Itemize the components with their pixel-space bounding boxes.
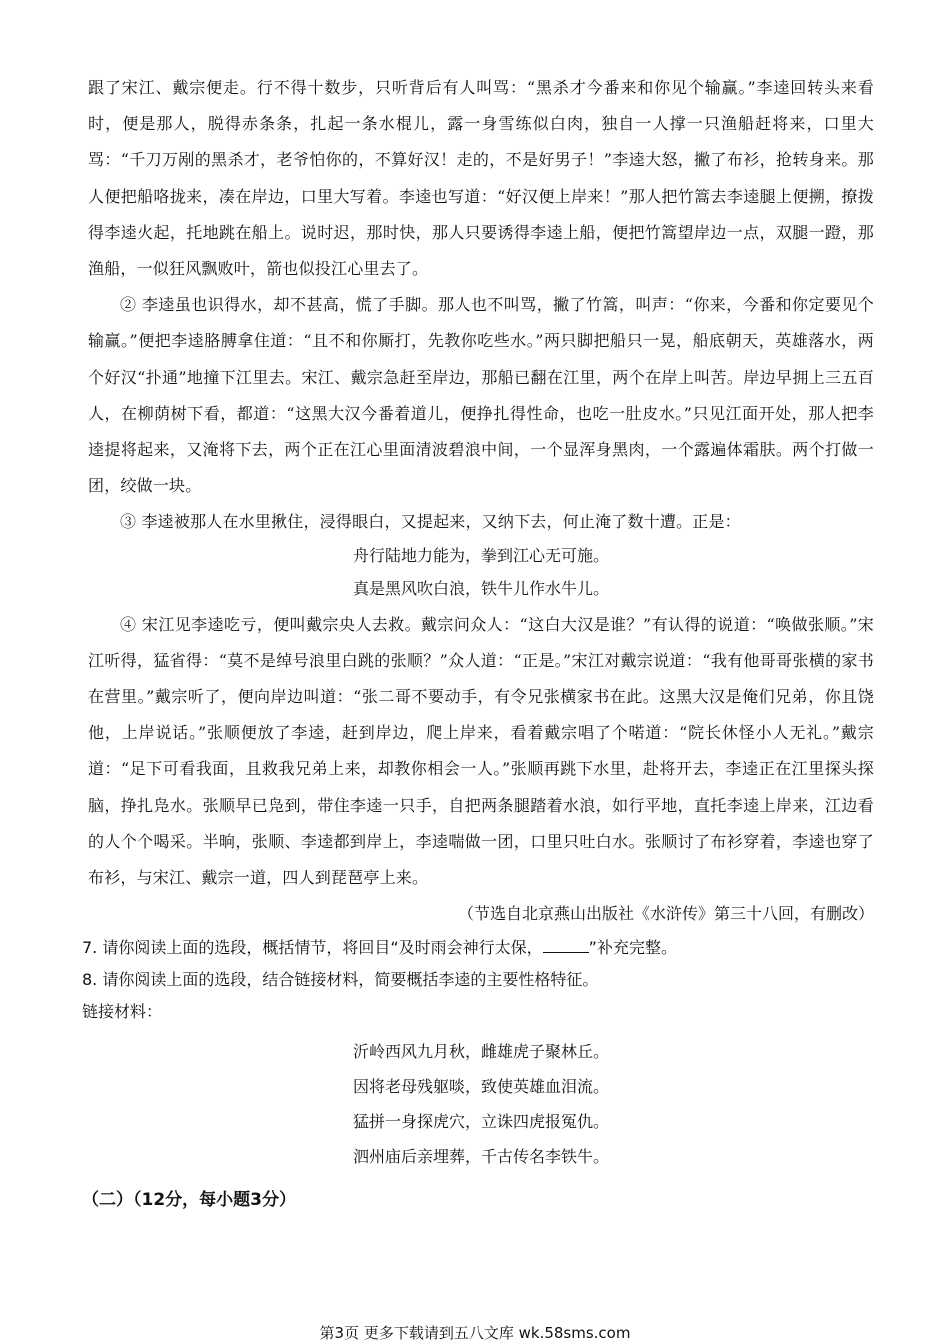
- section-title: （二）（12分，每小题3分）: [82, 1190, 296, 1211]
- link-poem-line-1: 沂岭西风九月秋，雌雄虎子聚林丘。: [352, 1042, 609, 1062]
- paragraph-2: ② 李逵虽也识得水，却不甚高，慌了手脚。那人也不叫骂，撇了竹篙，叫声：“你来，今番和你定要见个输赢。”便把李逵胳膊拿住道：“且不和你厮打，先教你吃些水。”两只脚把船只一晃，船底朝天，英雄落水，两个好汉“扑通”地撞下江里去。宋江、戴宗急赶至岸边，那船已翻在江里，两个在岸上叫苦。岸边早拥上三五百人，在柳荫树下看，都道：“这黑大汉今番着道儿，便挣扎得性命，也吃一肚皮水。”只见江面开处，那人把李逵提将起来，又淹将下去，两个正在江心里面清波碧浪中间，一个显浑身黑肉，一个露遍体霜肤。两个打做一团，绞做一块。: [88, 295, 874, 496]
- link-poem: [88, 1034, 874, 1174]
- link-poem-line-3: 猛拼一身探虎穴，立诛四虎报冤仇。: [352, 1112, 609, 1132]
- question-7: [82, 932, 874, 964]
- paragraph-3: ③ 李逵被那人在水里揪住，浸得眼白，又提起来，又纳下去，何止淹了数十遭。正是：: [120, 512, 741, 532]
- poem-line-1: 舟行陆地力能为，拳到江心无可施。: [352, 545, 609, 565]
- question-8: 8. 请你阅读上面的选段，结合链接材料，简要概括李逵的主要性格特征。: [82, 970, 599, 990]
- answer-blank: [543, 938, 589, 953]
- link-poem-line-2: 因将老母残躯啖，致使英雄血泪流。: [352, 1077, 609, 1097]
- source-citation: （节选自北京燕山出版社《水浒传》第三十八回，有删改）: [457, 904, 874, 924]
- document-page: [82, 70, 874, 1218]
- poem-line-2: 真是黑风吹白浪，铁牛儿作水牛儿。: [352, 578, 609, 598]
- link-material-label: 链接材料：: [82, 1002, 163, 1022]
- question-7-text: 7. 请你阅读上面的选段，概括情节，将回目“及时雨会神行太保，: [82, 938, 543, 958]
- paragraph-1: 跟了宋江、戴宗便走。行不得十数步，只听背后有人叫骂：“黑杀才今番来和你见个输赢。”李逵回转头来看时，便是那人，脱得赤条条，扎起一条水棍儿，露一身雪练似白肉，独自一人撑一只渔船赶将来，口里大骂：“千刀万剐的黑杀才，老爷怕你的，不算好汉！走的，不是好男子！”李逵大怒，撇了布衫，抢转身来。那人便把船咯拢来，凑在岸边，口里大写着。李逵也写道：“好汉便上岸来！”那人把竹篙去李逵腿上便搠，撩拨得李逵火起，托地跳在船上。说时迟，那时快，那人只要诱得李逵上船，便把竹篙望岸边一点，双腿一蹬，那渔船，一似狂风飘败叶，箭也似投江心里去了。: [88, 78, 874, 279]
- poem: [88, 539, 874, 605]
- page-footer: 第3页 更多下载请到五八文库 wk.58sms.com: [319, 1324, 631, 1342]
- paragraph-4: ④ 宋江见李逵吃亏，便叫戴宗央人去救。戴宗问众人：“这白大汉是谁？”有认得的说道：“唤做张顺。”宋江听得，猛省得：“莫不是绰号浪里白跳的张顺？”众人道：“正是。”宋江对戴宗说道：“我有他哥哥张横的家书在营里。”戴宗听了，便向岸边叫道：“张二哥不要动手，有令兄张横家书在此。这黑大汉是俺们兄弟，你且饶他，上岸说话。”张顺便放了李逵，赶到岸边，爬上岸来，看着戴宗唱了个喏道：“院长休怪小人无礼。”戴宗道：“足下可看我面，且救我兄弟上来，却教你相会一人。”张顺再跳下水里，赴将开去，李逵正在江里探头探脑，挣扎凫水。张顺早已凫到，带住李逵一只手，自把两条腿踏着水浪，如行平地，直托李逵上岸来，江边看的人个个喝采。半晌，张顺、李逵都到岸上，李逵喘做一团，口里只吐白水。张顺讨了布衫穿着，李逵也穿了布衫，与宋江、戴宗一道，四人到琵琶亭上来。: [88, 614, 874, 888]
- link-poem-line-4: 泗州庙后亲埋葬，千古传名李铁牛。: [352, 1147, 609, 1167]
- question-7-text-end: ”补充完整。: [588, 938, 677, 958]
